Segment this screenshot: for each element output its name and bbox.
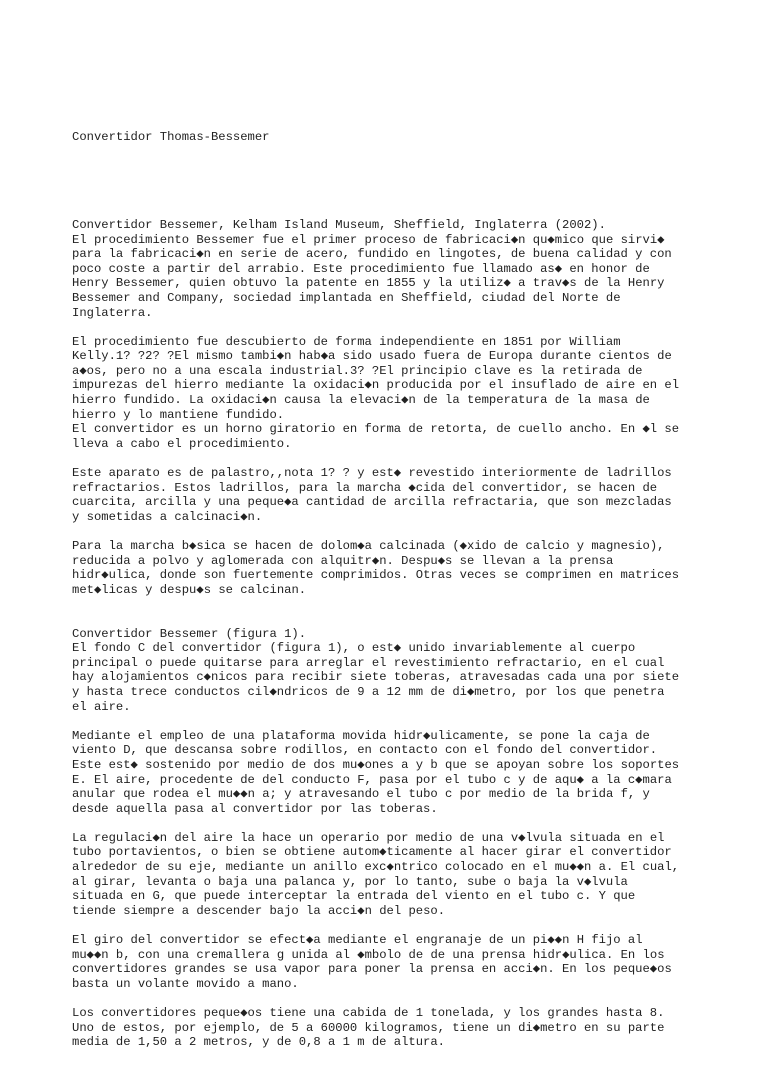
title-line: Convertidor Thomas-Bessemer bbox=[72, 130, 270, 145]
text-line: alrededor de su eje, mediante un anillo exc◆ntrico colocado en el mu◆◆n a. El cual, bbox=[72, 860, 680, 875]
paragraph bbox=[72, 218, 712, 320]
text-line: Este est◆ sostenido por medio de dos mu◆ones a y b que se apoyan sobre los soportes bbox=[72, 757, 680, 772]
text-line: E. El aire, procedente de del conducto F, pasa por el tubo c y de aqu◆ a la c◆mara bbox=[72, 772, 672, 787]
text-line: desde aquella pasa al convertidor por las toberas. bbox=[72, 801, 438, 816]
text-line: basta un volante movido a mano. bbox=[72, 976, 299, 991]
text-line: lleva a cabo el procedimiento. bbox=[72, 436, 292, 451]
text-line: refractarios. Estos ladrillos, para la marcha ◆cida del convertidor, se hacen de bbox=[72, 480, 658, 495]
paragraph bbox=[72, 539, 712, 597]
paragraph bbox=[72, 729, 712, 817]
paragraph bbox=[72, 627, 712, 715]
text-line: reducida a polvo y aglomerada con alquitr◆n. Despu◆s se llevan a la prensa bbox=[72, 553, 614, 568]
text-line: Para la marcha b◆sica se hacen de dolom◆a calcinada (◆xido de calcio y magnesio), bbox=[72, 539, 665, 553]
text-line: El giro del convertidor se efect◆a mediante el engranaje de un pi◆◆n H fijo al bbox=[72, 933, 643, 948]
paragraph bbox=[72, 933, 712, 991]
paragraph bbox=[72, 466, 712, 524]
text-line: Convertidor Bessemer (figura 1). bbox=[72, 626, 307, 641]
text-line: Convertidor Bessemer, Kelham Island Museum, Sheffield, Inglaterra (2002). bbox=[72, 217, 606, 232]
text-line: Inglaterra. bbox=[72, 305, 153, 320]
text-line: Este aparato es de palastro,,nota 1? ? y est◆ revestido interiormente de ladrillos bbox=[72, 466, 672, 481]
text-line: situada en G, que puede interceptar la entrada del viento en el tubo c. Y que bbox=[72, 889, 636, 904]
text-line: El fondo C del convertidor (figura 1), o est◆ unido invariablemente al cuerpo bbox=[72, 641, 636, 656]
text-line: y sometidas a calcinaci◆n. bbox=[72, 509, 263, 524]
blank-gap bbox=[72, 612, 712, 627]
text-line: hay alojamientos c◆nicos para recibir siete toberas, atravesadas cada una por siete bbox=[72, 670, 680, 685]
text-line: Henry Bessemer, quien obtuvo la patente en 1855 y la utiliz◆ a trav◆s de la Henry bbox=[72, 276, 665, 291]
text-line: Los convertidores peque◆os tiene una cabida de 1 tonelada, y los grandes hasta 8. bbox=[72, 1006, 665, 1020]
text-line: hierro fundido. La oxidaci◆n causa la elevaci◆n de la temperatura de la masa de bbox=[72, 393, 650, 408]
text-line: Uno de estos, por ejemplo, de 5 a 60000 kilogramos, tiene un di◆metro en su parte bbox=[72, 1020, 665, 1035]
text-line: media de 1,50 a 2 metros, y de 0,8 a 1 m de altura. bbox=[72, 1035, 445, 1050]
document-page bbox=[72, 72, 712, 1079]
paragraph bbox=[72, 1006, 712, 1050]
text-line: anular que rodea el mu◆◆n a; y atravesando el tubo c por medio de la brida f, y bbox=[72, 787, 650, 802]
text-line: hierro y lo mantiene fundido. bbox=[72, 407, 285, 422]
text-line: cuarcita, arcilla y una peque◆a cantidad de arcilla refractaria, que son mezcladas bbox=[72, 495, 672, 510]
text-line: tubo portavientos, o bien se obtiene autom◆ticamente al hacer girar el convertidor bbox=[72, 845, 672, 860]
text-line: y hasta trece conductos cil◆ndricos de 9 a 12 mm de di◆metro, por los que penetra bbox=[72, 684, 665, 699]
text-line: viento D, que descansa sobre rodillos, en contacto con el fondo del convertidor. bbox=[72, 743, 658, 758]
text-line: a◆os, pero no a una escala industrial.3? ?El principio clave es la retirada de bbox=[72, 363, 643, 378]
text-line: El procedimiento fue descubierto de forma independiente en 1851 por William bbox=[72, 334, 621, 349]
paragraph bbox=[72, 831, 712, 919]
text-line: principal o puede quitarse para arreglar el revestimiento refractario, en el cual bbox=[72, 655, 665, 670]
text-line: tiende siempre a descender bajo la acci◆n del peso. bbox=[72, 903, 446, 918]
text-line: Kelly.1? ?2? ?El mismo tambi◆n hab◆a sido usado fuera de Europa durante cientos de bbox=[72, 349, 672, 364]
text-line: convertidores grandes se usa vapor para poner la prensa en acci◆n. En los peque◆os bbox=[72, 962, 672, 977]
text-line: poco coste a partir del arrabio. Este procedimiento fue llamado as◆ en honor de bbox=[72, 261, 650, 276]
text-line: mu◆◆n b, con una cremallera g unida al ◆mbolo de de una prensa hidr◆ulica. En los bbox=[72, 947, 665, 962]
text-line: hidr◆ulica, donde son fuertemente comprimidos. Otras veces se comprimen en matrices bbox=[72, 568, 680, 583]
text-line: para la fabricaci◆n en serie de acero, fundido en lingotes, de buena calidad y con bbox=[72, 247, 672, 262]
paragraph bbox=[72, 335, 712, 452]
text-line: Bessemer and Company, sociedad implantada en Sheffield, ciudad del Norte de bbox=[72, 290, 621, 305]
text-line: El procedimiento Bessemer fue el primer proceso de fabricaci◆n qu◆mico que sirvi◆ bbox=[72, 232, 665, 247]
text-line: impurezas del hierro mediante la oxidaci◆n producida por el insuflado de aire en el bbox=[72, 378, 680, 393]
text-line: el aire. bbox=[72, 699, 131, 714]
document-title bbox=[72, 101, 712, 174]
text-line: al girar, levanta o baja una palanca y, por lo tanto, sube o baja la v◆lvula bbox=[72, 874, 628, 889]
text-line: Mediante el empleo de una plataforma movida hidr◆ulicamente, se pone la caja de bbox=[72, 728, 650, 743]
text-line: El convertidor es un horno giratorio en forma de retorta, de cuello ancho. En ◆l se bbox=[72, 422, 680, 437]
text-line: La regulaci◆n del aire la hace un operario por medio de una v◆lvula situada en el bbox=[72, 830, 665, 845]
document-body bbox=[72, 218, 712, 1050]
text-line: met◆licas y despu◆s se calcinan. bbox=[72, 582, 307, 597]
